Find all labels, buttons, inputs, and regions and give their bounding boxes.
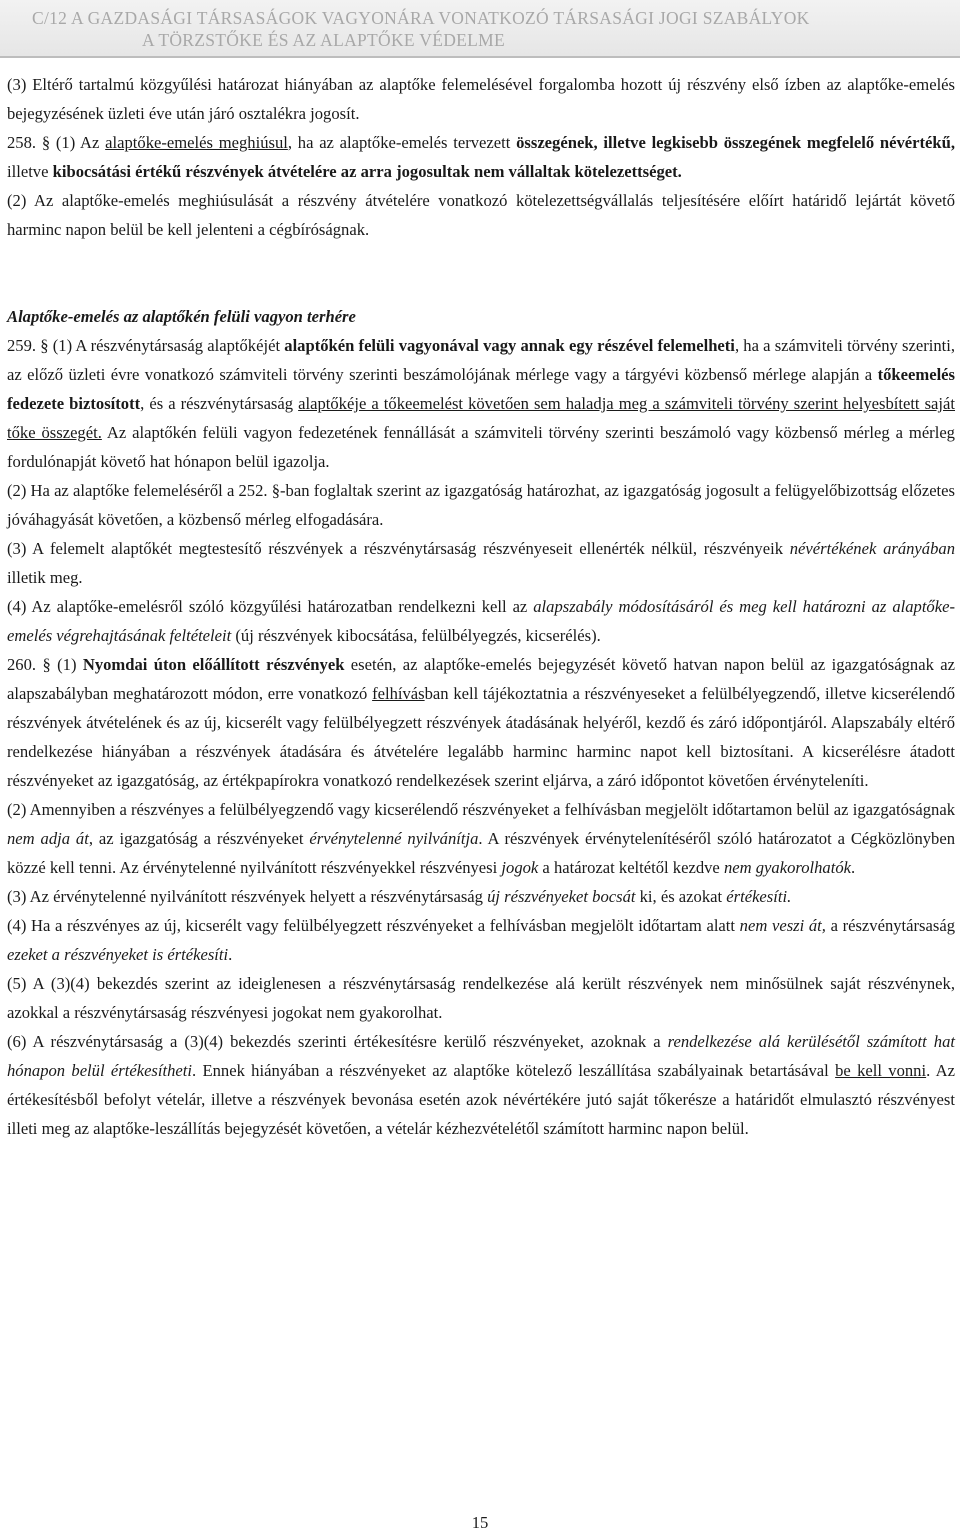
paragraph-257-3: (3) Eltérő tartalmú közgyűlési határozat hiányában az alaptőke felemelésével forgalomba hozott új részvény első ízben az alaptőke-emelés bejegyzésének üzleti éve után járó osztalékra jogosít. [7,75,955,123]
paragraph-258-1: 258. § (1) Az alaptőke-emelés meghiúsul, ha az alaptőke-emelés tervezett összegének, illetve legkisebb összegének megfelelő névértékű, illetve kibocsátási értékű részvények átvételére az arra jogosultak nem vállaltak kötelezettséget. [7,133,956,181]
paragraph-260-4: (4) Ha a részvényes az új, kicserélt vagy felülbélyegzett részvényeket a felhívásban megjelölt időtartam alatt nem veszi át, a részvénytársaság ezeket a részvényeket is értékesíti. [7,916,955,964]
header-title-line1: C/12 A GAZDASÁGI TÁRSASÁGOK VAGYONÁRA VONATKOZÓ TÁRSASÁGI JOGI SZABÁLYOK [32,8,810,28]
document-body [7,70,955,1143]
section-number: 258. [7,133,37,152]
section-sign: § [41,133,51,152]
paragraph-259-2: (2) Ha az alaptőke felemeléséről a 252. §-ban foglaltak szerint az igazgatóság határozhat, az igazgatóság jogosult a felügyelőbizottság előzetes jóváhagyását követően, a közbenső mérleg elfogadására. [7,481,955,529]
paragraph-258-2: (2) Az alaptőke-emelés meghiúsulását a részvény átvételére vonatkozó kötelezettségvállalás teljesítésére előírt határidő lejártát követő harminc napon belül be kell jelenteni a cégbíróságnak. [7,191,955,239]
section-number: 259. [7,336,37,355]
section-title: Alaptőke-emelés az alaptőkén felüli vagyon terhére [7,307,356,326]
paragraph-259-3: (3) A felemelt alaptőkét megtestesítő részvények a részvénytársaság részvényeseit ellenérték nélkül, részvényeik névértékének arányában illetik meg. [7,539,955,587]
section-sign: § [42,655,51,674]
page-number: 15 [471,1513,489,1532]
paragraph-259-4: (4) Az alaptőke-emelésről szóló közgyűlési határozatban rendelkezni kell az alapszabály módosításáról és meg kell határozni az alaptőke-emelés végrehajtásának feltételeit (új részvények kibocsátása, felülbélyegzés, kicserélés). [7,597,955,645]
header-title-line2: A TÖRZSTŐKE ÉS AZ ALAPTŐKE VÉDELME [142,30,505,50]
paragraph-260-2: (2) Amennyiben a részvényes a felülbélyegzendő vagy kicserélendő részvényeket a felhívásban megjelölt időtartamon belül az igazgatóságnak nem adja át, az igazgatóság a részvényeket érvénytelenné nyilvánítja. A részvények érvénytelenítéséről szóló határozatot a Cégközlönyben közzé kell tenni. Az érvénytelenné nyilvánított részvényekkel részvényesi jogok a határozat keltétől kezdve nem gyakorolhatók. [7,800,955,877]
paragraph-260-5: (5) A (3)(4) bekezdés szerint az ideiglenesen a részvénytársaság rendelkezése alá került részvények nem minősülnek saját részvénynek, azokkal a részvénytársaság részvényesi jogokat nem gyakorolhat. [7,974,955,1022]
section-number: 260. [7,655,37,674]
section-sign: § [271,481,281,500]
section-sign: § [40,336,49,355]
paragraph-260-3: (3) Az érvénytelenné nyilvánított részvények helyett a részvénytársaság új részvényeket bocsát ki, és azokat értékesíti. [7,887,792,906]
paragraph-260-1: 260. § (1) Nyomdai úton előállított részvények esetén, az alaptőke-emelés bejegyzését követő hatvan napon belül az igazgatóságnak az alapszabályban meghatározott módon, erre vonatkozó felhívásban kell tájékoztatnia a részvényeseket a felülbélyegzendő, illetve kicserélendő részvények átvételének és az új, kicserélt vagy felülbélyegzett részvények átadásának helyéről, kezdő és záró időpontjáról. Alapszabály eltérő rendelkezése hiányában a részvények átadására és átvételére legalább harminc harminc napot kell biztosítani. A kicserélésre átadott részvényeket az igazgatóság, az értékpapírokra vonatkozó rendelkezések szerint eljárva, a záró időpontot követően érvényteleníti. [7,655,956,790]
running-header [0,0,960,58]
spacer [7,244,955,302]
paragraph-259-1: 259. § (1) A részvénytársaság alaptőkéjét alaptőkén felüli vagyonával vagy annak egy részével felemelheti, ha a számviteli törvény szerinti, az előző üzleti évre vonatkozó számviteli törvény szerinti beszámolójának mérlege vagy a tárgyévi közbenső mérlege alapján a tőkeemelés fedezete biztosított, és a részvénytársaság alaptőkéje a tőkeemelést követően sem haladja meg a számviteli törvény szerint helyesbített saját tőke összegét. Az alaptőkén felüli vagyon fedezetének fennállását a számviteli törvény szerinti beszámoló vagy közbenső mérleg a mérleg fordulónapját követő hat hónapon belül igazolja. [7,336,956,471]
paragraph-260-6: (6) A részvénytársaság a (3)(4) bekezdés szerinti értékesítésre kerülő részvényeket, azoknak a rendelkezése alá kerülésétől számított hat hónapon belül értékesítheti. Ennek hiányában a részvényeket az alaptőke kötelező leszállítása szabályainak betartásával be kell vonni. Az értékesítésből befolyt vételár, illetve a részvények bevonása esetén azok névértékére jutó saját tőkerésze a határidőt elmulasztó részvényest illeti meg az alaptőke-leszállítás bejegyzését követően, a vételár kézhezvételétől számított harminc napon belül. [7,1032,956,1138]
